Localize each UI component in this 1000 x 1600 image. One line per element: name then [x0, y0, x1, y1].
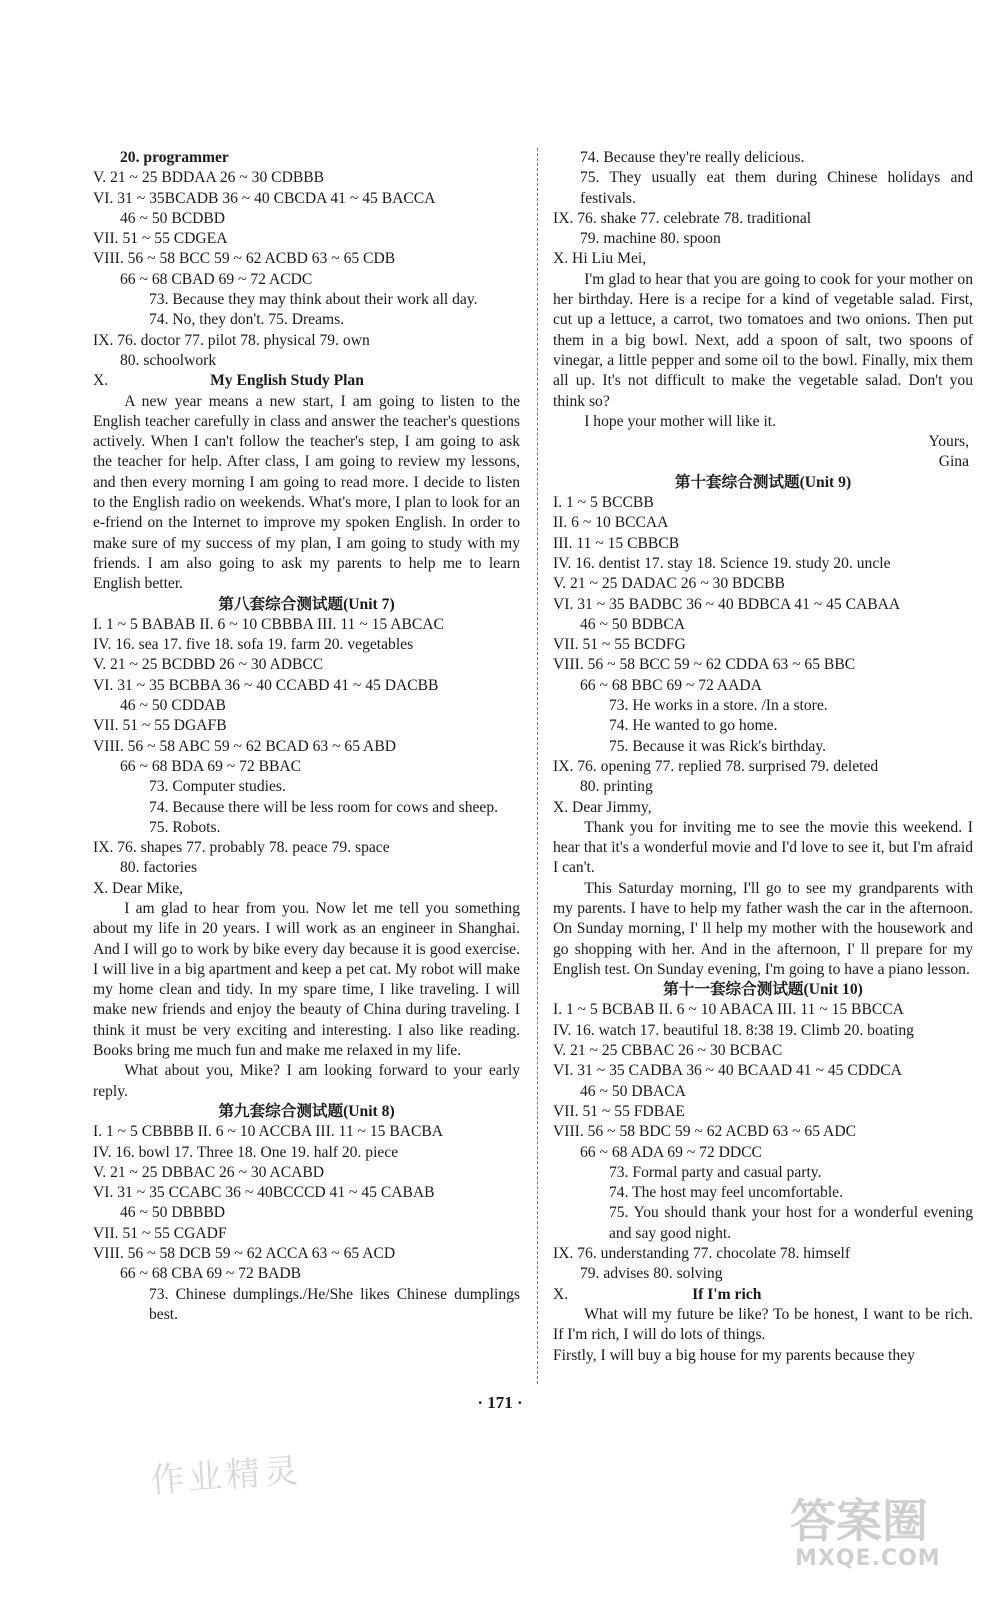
answer-line: VII. 51 ~ 55 CDGEA	[93, 230, 228, 248]
answer-line: 46 ~ 50 DBBBD	[120, 1204, 226, 1222]
answer-line: IV. 16. watch 17. beautiful 18. 8:38 19. Climb 20. boating	[553, 1021, 914, 1039]
watermark-right: 答案圈	[790, 1494, 928, 1548]
letter-paragraph: I'm glad to hear that you are going to cook for your mother on her birthday. Here is a recipe for a kind of vegetable salad. First, cut up a lettuce, a carrot, two tomatoes and two onions. Then put them in a big bowl. Next, add a spoon of salt, two spoons of vinegar, a little pepper and some oil to the bowl. Finally, mix them all up. It's not difficult to make the vegetable salad. Don't you think so?	[553, 270, 973, 410]
answer-line: 73. He works in a store. /In a store.	[609, 697, 828, 715]
answer-line: 66 ~ 68 BBC 69 ~ 72 AADA	[580, 676, 762, 694]
answer-line: IX. 76. shake 77. celebrate 78. traditional	[553, 209, 812, 227]
answer-line: 46 ~ 50 DBACA	[580, 1082, 686, 1100]
answer-line: 75. Robots.	[149, 818, 221, 836]
letter-paragraph: This Saturday morning, I'll go to see my grandparents with my parents. I have to help my father wash the car in the afternoon. On Sunday morning, I' ll help my mother with the housework and go shopping with her. And in the afternoon, I' ll prepare for my English test. On Sunday evening, I'm going to have a piano lesson.	[553, 879, 973, 978]
letter-paragraph: What about you, Mike? I am looking forward to your early reply.	[93, 1062, 520, 1100]
answer-line: V. 21 ~ 25 DADAC 26 ~ 30 BDCBB	[553, 575, 785, 593]
essay-paragraph: Firstly, I will buy a big house for my parents because they	[553, 1346, 915, 1364]
answer-line: VIII. 56 ~ 58 DCB 59 ~ 62 ACCA 63 ~ 65 ACD	[93, 1245, 396, 1263]
answer-line: VIII. 56 ~ 58 BDC 59 ~ 62 ACBD 63 ~ 65 ADC	[553, 1123, 856, 1141]
answer-line: 66 ~ 68 CBA 69 ~ 72 BADB	[120, 1265, 302, 1283]
answer-line: 80. factories	[120, 859, 198, 877]
section-label: X.	[93, 372, 109, 390]
watermark-left: 作业精灵	[149, 1450, 304, 1502]
answer-line: II. 6 ~ 10 BCCAA	[553, 514, 669, 532]
letter-signature: Gina	[938, 453, 969, 471]
answer-line: V. 21 ~ 25 DBBAC 26 ~ 30 ACABD	[93, 1163, 325, 1181]
answer-line: VI. 31 ~ 35BCADB 36 ~ 40 CBCDA 41 ~ 45 BACCA	[93, 189, 436, 207]
answer-line: VII. 51 ~ 55 BCDFG	[553, 636, 686, 654]
essay-heading	[93, 371, 520, 391]
answer-line: IV. 16. bowl 17. Three 18. One 19. half 20. piece	[93, 1143, 399, 1161]
answer-line: 73. Formal party and casual party.	[609, 1163, 822, 1181]
answer-line: 20. programmer	[120, 149, 229, 166]
answer-line: IV. 16. sea 17. five 18. sofa 19. farm 20. vegetables	[93, 636, 414, 654]
answer-line: VIII. 56 ~ 58 BCC 59 ~ 62 ACBD 63 ~ 65 CDB	[93, 250, 396, 268]
answer-line: V. 21 ~ 25 BDDAA 26 ~ 30 CDBBB	[93, 169, 325, 187]
answer-line: 80. schoolwork	[120, 351, 217, 369]
letter-greeting: X. Dear Jimmy,	[553, 798, 652, 816]
essay-paragraph: A new year means a new start, I am going to listen to the English teacher carefully in class and answer the teacher's questions actively. When I can't follow the teacher's step, I am going to ask the teacher for help. After class, I am going to review my lessons, and then every morning I am going to read more. I decide to listen to the English radio on weekends. What's more, I plan to look for an e-friend on the Internet to improve my spoken English. In order to make sure of my success of my plan, I am going to study with my friends. I am also going to ask my parents to help me to learn English better.	[93, 392, 520, 593]
answer-line: 73. Computer studies.	[149, 778, 286, 796]
letter-greeting: X. Dear Mike,	[93, 879, 184, 897]
letter-closing: Yours,	[928, 433, 969, 451]
answer-line: 46 ~ 50 BDBCA	[580, 615, 686, 633]
answer-line: I. 1 ~ 5 CBBBB II. 6 ~ 10 ACCBA III. 11 ~ 15 BACBA	[93, 1123, 444, 1141]
answer-line: I. 1 ~ 5 BCCBB	[553, 494, 654, 512]
answer-line: 46 ~ 50 BCDBD	[120, 209, 226, 227]
section-title: 第十一套综合测试题(Unit 10)	[663, 981, 863, 999]
essay-title: My English Study Plan	[210, 372, 364, 390]
column-divider	[537, 148, 538, 1384]
answer-line: VI. 31 ~ 35 BCBBA 36 ~ 40 CCABD 41 ~ 45 DACBB	[93, 676, 439, 694]
answer-line: I. 1 ~ 5 BCBAB II. 6 ~ 10 ABACA III. 11 ~ 15 BBCCA	[553, 1001, 904, 1019]
answer-line: 46 ~ 50 CDDAB	[120, 697, 226, 715]
answer-line: 74. Because there will be less room for cows and sheep.	[149, 798, 499, 816]
answer-line: 74. Because they're really delicious.	[580, 149, 805, 166]
essay-heading	[553, 1285, 973, 1305]
essay-paragraph: What will my future be like? To be honest, I want to be rich. If I'm rich, I will do lots of things.	[553, 1305, 973, 1344]
answer-line: V. 21 ~ 25 CBBAC 26 ~ 30 BCBAC	[553, 1042, 783, 1060]
answer-line: 75. They usually eat them during Chinese holidays and festivals.	[580, 169, 973, 207]
answer-line: IX. 76. opening 77. replied 78. surprised 79. deleted	[553, 757, 879, 775]
answer-line: 74. No, they don't. 75. Dreams.	[149, 311, 345, 329]
letter-greeting: X. Hi Liu Mei,	[553, 250, 647, 268]
answer-line: VIII. 56 ~ 58 ABC 59 ~ 62 BCAD 63 ~ 65 ABD	[93, 737, 396, 755]
letter-paragraph: I hope your mother will like it.	[584, 412, 777, 430]
answer-line: 74. The host may feel uncomfortable.	[609, 1184, 843, 1202]
answer-line: IX. 76. understanding 77. chocolate 78. himself	[553, 1245, 851, 1263]
answer-line: 73. Chinese dumplings./He/She likes Chinese dumplings best.	[149, 1285, 520, 1323]
answer-line: VI. 31 ~ 35 CADBA 36 ~ 40 BCAAD 41 ~ 45 CDDCA	[553, 1062, 902, 1080]
letter-paragraph: Thank you for inviting me to see the movie this weekend. I hear that it's a wonderful movie and I'd love to see it, but I'm afraid I can't.	[553, 818, 973, 877]
section-title: 第八套综合测试题(Unit 7)	[218, 595, 395, 613]
answer-line: 75. Because it was Rick's birthday.	[609, 737, 827, 755]
answer-line: VIII. 56 ~ 58 BCC 59 ~ 62 CDDA 63 ~ 65 BBC	[553, 656, 856, 674]
answer-line: 74. He wanted to go home.	[609, 717, 778, 735]
answer-line: 79. machine 80. spoon	[580, 230, 721, 248]
answer-line: VII. 51 ~ 55 CGADF	[93, 1224, 227, 1242]
answer-line: VII. 51 ~ 55 DGAFB	[93, 717, 227, 735]
right-column	[553, 148, 973, 1366]
answer-line: 73. Because they may think about their work all day.	[149, 291, 478, 309]
answer-line: VII. 51 ~ 55 FDBAE	[553, 1102, 685, 1120]
answer-line: 66 ~ 68 CBAD 69 ~ 72 ACDC	[120, 270, 313, 288]
section-title: 第九套综合测试题(Unit 8)	[218, 1102, 395, 1120]
answer-line: V. 21 ~ 25 BCDBD 26 ~ 30 ADBCC	[93, 656, 324, 674]
section-title: 第十套综合测试题(Unit 9)	[674, 473, 852, 491]
answer-line: VI. 31 ~ 35 CCABC 36 ~ 40BCCCD 41 ~ 45 CABAB	[93, 1184, 435, 1202]
watermark-url: MXQE.COM	[795, 1546, 941, 1571]
answer-line: 75. You should thank your host for a wonderful evening and say good night.	[609, 1204, 973, 1242]
answer-line: 80. printing	[580, 778, 653, 796]
answer-line: 66 ~ 68 ADA 69 ~ 72 DDCC	[580, 1143, 762, 1161]
answer-line: VI. 31 ~ 35 BADBC 36 ~ 40 BDBCA 41 ~ 45 CABAA	[553, 595, 901, 613]
answer-line: I. 1 ~ 5 BABAB II. 6 ~ 10 CBBBA III. 11 ~ 15 ABCAC	[93, 615, 444, 633]
left-column	[93, 148, 520, 1325]
section-label: X.	[553, 1285, 569, 1303]
answer-line: IX. 76. shapes 77. probably 78. peace 79. space	[93, 839, 390, 857]
answer-line: 79. advises 80. solving	[580, 1265, 723, 1283]
answer-line: IV. 16. dentist 17. stay 18. Science 19. study 20. uncle	[553, 554, 891, 572]
page-number: · 171 ·	[477, 1393, 523, 1412]
letter-paragraph: I am glad to hear from you. Now let me tell you something about my life in 20 years. I will work as an engineer in Shanghai. And I will go to work by bike every day because it is good exercise. I will live in a big apartment and keep a pet cat. My robot will make my home clean and tidy. In my spare time, I like traveling. I will make new friends and enjoy the beauty of China during traveling. I think it must be very exciting and interesting. I also like reading. Books bring me much fun and make me relaxed in my life.	[93, 899, 520, 1060]
answer-line: 66 ~ 68 BDA 69 ~ 72 BBAC	[120, 757, 302, 775]
answer-line: III. 11 ~ 15 CBBCB	[553, 534, 680, 552]
answer-line: IX. 76. doctor 77. pilot 78. physical 79. own	[93, 331, 370, 349]
essay-title: If I'm rich	[692, 1285, 762, 1303]
